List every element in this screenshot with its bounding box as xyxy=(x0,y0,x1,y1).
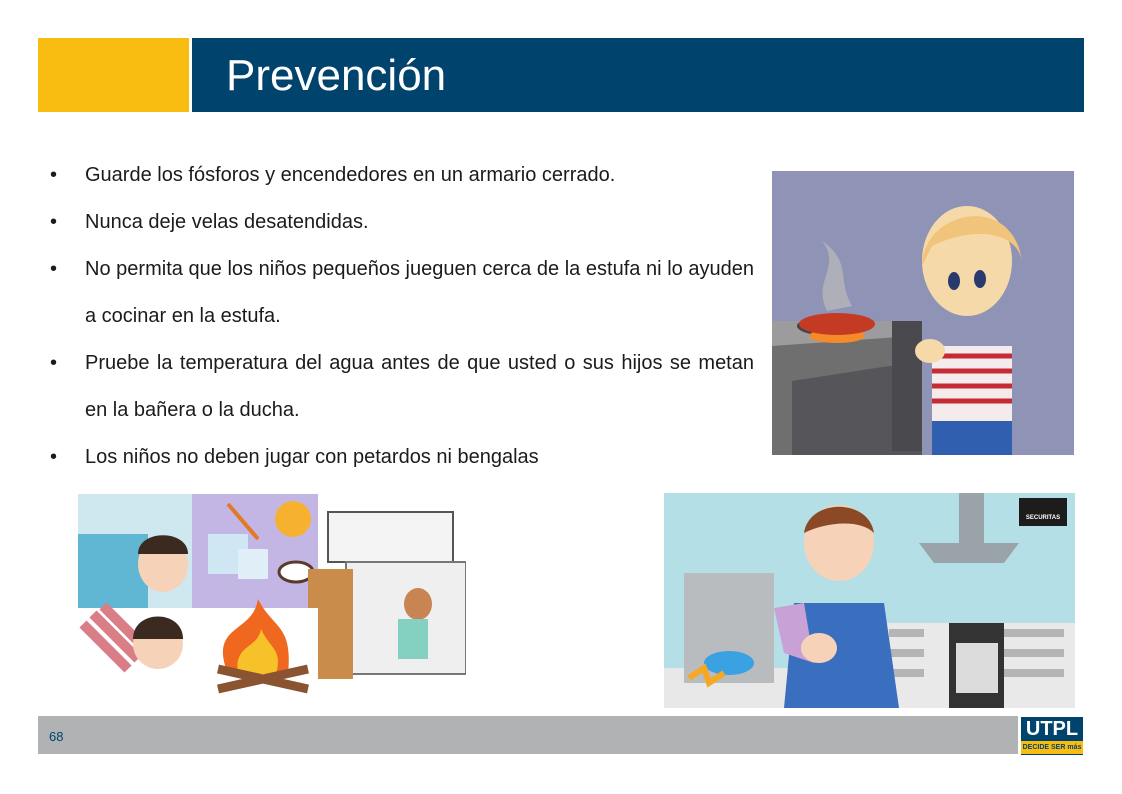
utpl-logo-text: UTPL xyxy=(1025,718,1079,740)
securitas-logo-text: SECURITAS xyxy=(1025,515,1061,521)
bullet-list xyxy=(50,152,754,481)
bullet-item: • Pruebe la temperatura del agua antes de que usted o sus hijos se metan en la bañera o la ducha. xyxy=(50,340,754,434)
page-title: Prevención xyxy=(226,51,447,100)
bullet-item: • No permita que los niños pequeños jueguen cerca de la estufa ni lo ayuden a cocinar en la estufa. xyxy=(50,246,754,340)
bullet-item: • Guarde los fósforos y encendedores en un armario cerrado. xyxy=(50,152,754,199)
page-number: 68 xyxy=(49,729,64,744)
kitchen-burn-illustration xyxy=(664,493,1075,708)
bullet-item: • Los niños no deben jugar con petardos ni bengalas xyxy=(50,434,754,481)
footer-bar xyxy=(38,716,1018,754)
securitas-logo xyxy=(1019,498,1067,526)
stove-child-illustration xyxy=(772,171,1074,455)
safety-collage xyxy=(78,494,466,706)
bullet-item: • Nunca deje velas desatendidas. xyxy=(50,199,754,246)
utpl-logo-tagline: DECIDE SER más xyxy=(1022,744,1082,751)
header-accent-block xyxy=(38,38,189,112)
